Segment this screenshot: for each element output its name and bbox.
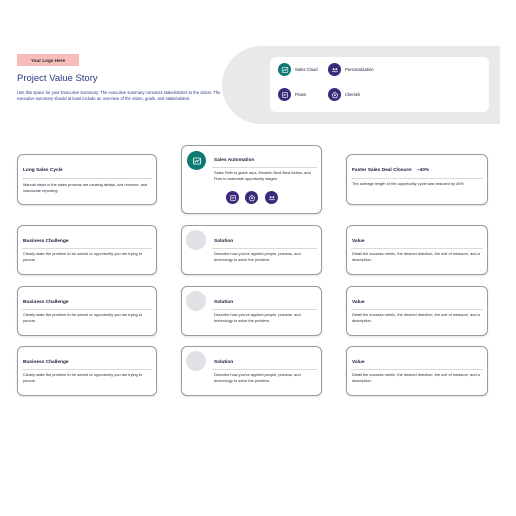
card-divider [351,369,483,370]
card-title: Business Challenge [23,300,69,305]
card-title: Value [352,239,365,244]
clienteli-icon [328,88,341,101]
image-placeholder [186,351,206,371]
card-divider [212,309,317,310]
challenge-card [17,225,157,275]
legend-item-sales-cloud [278,63,318,76]
legend-card [270,57,489,112]
card-divider [22,309,152,310]
value-card [346,225,488,275]
card-description: The average length of the opportunity cycle was reduced by 40% [352,181,464,186]
flows-icon [278,88,291,101]
value-card [346,346,488,396]
legend-label-personalization: Personalization [345,67,374,72]
image-placeholder [186,291,206,311]
card-title: Business Challenge [23,360,69,365]
sales-automation-icon [187,151,206,170]
legend-label-sales-cloud: Sales Cloud [295,67,318,72]
solution-card [181,286,322,336]
card-title: Solution [214,239,234,244]
card-title: Value [352,360,365,365]
card-description: Clearly state the problem to be solved or opportunity you are trying to pursue. [23,372,143,383]
clienteli-icon [245,191,258,204]
solution-card [181,225,322,275]
card-title: Solution [214,300,234,305]
card-description: Detail the success metric, the desired direction, the unit of measure, and a description. [352,312,480,323]
card-title [352,168,429,173]
card-divider [351,178,483,179]
card-divider [351,248,483,249]
image-placeholder [186,230,206,250]
logo-placeholder [17,54,79,66]
card-title: Value [352,300,365,305]
card-description: Describe how you've applied people, process, and technology to solve the problem. [214,372,301,383]
logo-label: Your Logo Here [30,57,66,63]
top-value-card [346,154,488,205]
top-solution-card [181,145,322,214]
card-title: Long Sales Cycle [23,168,63,173]
legend-label-clienteli: Clienteli [345,92,360,97]
card-divider [22,248,152,249]
value-card [346,286,488,336]
legend-item-flows [278,88,306,101]
card-description: Sales Path to guide reps, Einstein Next Best Action, and Flow to automate opportunity stages. [214,170,311,181]
page-title: Project Value Story [17,73,98,84]
card-description: Clearly state the problem to be solved or opportunity you are trying to pursue. [23,312,143,323]
card-description: Clearly state the problem to be solved or opportunity you are trying to pursue. [23,251,143,262]
card-title: Sales Automation [214,158,255,163]
value-title-text: Faster Sales Deal Closure: [352,168,413,173]
top-challenge-card [17,154,157,205]
executive-summary: Use this space for your Executive Summary. The executive summary connects stakeholders to the vision. The executive summary should at least include an overview of the vision, goals, and stakeholders. [17,90,221,101]
challenge-card [17,286,157,336]
sales-cloud-icon [278,63,291,76]
card-divider [22,178,152,179]
value-metric: ~40% [416,168,430,173]
personalization-icon [265,191,278,204]
challenge-card [17,346,157,396]
card-title: Business Challenge [23,239,69,244]
card-description: Manual steps in the sales process are causing delays, lost revenue, and inaccurate reporting. [23,182,148,193]
card-divider [351,309,483,310]
flows-icon [226,191,239,204]
card-description: Describe how you've applied people, process, and technology to solve the problem. [214,312,301,323]
legend-item-personalization [328,63,374,76]
card-divider [212,248,317,249]
card-title: Solution [214,360,234,365]
card-description: Detail the success metric, the desired direction, the unit of measure, and a description. [352,251,480,262]
solution-card [181,346,322,396]
card-divider [22,369,152,370]
legend-item-clienteli [328,88,360,101]
card-description: Detail the success metric, the desired direction, the unit of measure, and a description. [352,372,480,383]
personalization-icon [328,63,341,76]
card-divider [212,369,317,370]
card-divider [212,167,317,168]
card-description: Describe how you've applied people, process, and technology to solve the problem. [214,251,301,262]
legend-label-flows: Flows [295,92,306,97]
